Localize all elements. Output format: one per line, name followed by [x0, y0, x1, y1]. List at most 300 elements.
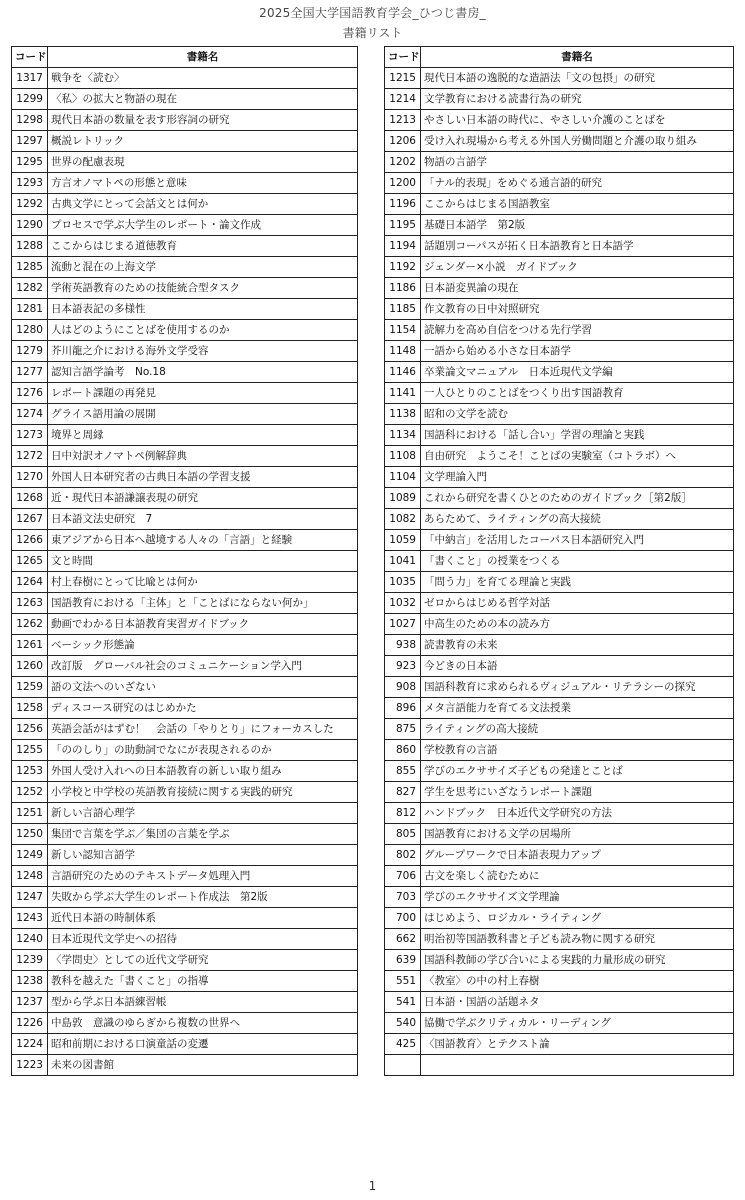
- table-row: [385, 929, 734, 950]
- table-row: [12, 404, 358, 425]
- book-title: 文学理論入門: [421, 467, 734, 488]
- book-code: 923: [385, 656, 421, 677]
- title-column-header: 書籍名: [421, 47, 734, 68]
- table-row: [12, 257, 358, 278]
- book-title: 東アジアから日本へ越境する人々の「言語」と経験: [48, 530, 358, 551]
- table-row: [12, 299, 358, 320]
- table-row: [385, 320, 734, 341]
- table-row: [12, 551, 358, 572]
- table-row: [12, 215, 358, 236]
- table-row: [385, 635, 734, 656]
- book-list-body-right: [385, 68, 734, 1076]
- book-code: 1186: [385, 278, 421, 299]
- book-title: 芥川龍之介における海外文学受容: [48, 341, 358, 362]
- book-code: 1247: [12, 887, 48, 908]
- table-row: [385, 761, 734, 782]
- table-row: [385, 488, 734, 509]
- book-title: 文学教育における読書行為の研究: [421, 89, 734, 110]
- table-row: [12, 908, 358, 929]
- book-title: 日本語表記の多様性: [48, 299, 358, 320]
- book-title: 概説レトリック: [48, 131, 358, 152]
- book-title: はじめよう、ロジカル・ライティング: [421, 908, 734, 929]
- book-title: やさしい日本語の時代に、やさしい介護のことばを: [421, 110, 734, 131]
- book-code: 875: [385, 719, 421, 740]
- table-row: [385, 89, 734, 110]
- table-row: [12, 656, 358, 677]
- book-title: 村上春樹にとって比喩とは何か: [48, 572, 358, 593]
- book-code: 1035: [385, 572, 421, 593]
- book-title: ここからはじまる国語教室: [421, 194, 734, 215]
- table-row: [12, 635, 358, 656]
- table-row: [385, 698, 734, 719]
- book-code: 1267: [12, 509, 48, 530]
- book-title: 今どきの日本語: [421, 656, 734, 677]
- book-title: 古典文学にとって会話文とは何か: [48, 194, 358, 215]
- book-title: ディスコース研究のはじめかた: [48, 698, 358, 719]
- table-row: [12, 824, 358, 845]
- book-title: 改訂版 グローバル社会のコミュニケーション学入門: [48, 656, 358, 677]
- table-row: [385, 509, 734, 530]
- table-row: [385, 740, 734, 761]
- book-code: 1299: [12, 89, 48, 110]
- table-row: [12, 509, 358, 530]
- book-code: 1027: [385, 614, 421, 635]
- book-code: 1264: [12, 572, 48, 593]
- book-code: 1224: [12, 1034, 48, 1055]
- book-code: 1288: [12, 236, 48, 257]
- table-row: [12, 488, 358, 509]
- book-code: 700: [385, 908, 421, 929]
- book-code: 1240: [12, 929, 48, 950]
- book-code: 1215: [385, 68, 421, 89]
- book-title: ゼロからはじめる哲学対話: [421, 593, 734, 614]
- table-row: [385, 908, 734, 929]
- book-title: 昭和前期における口演童話の変遷: [48, 1034, 358, 1055]
- book-code: 1274: [12, 404, 48, 425]
- book-code: 1237: [12, 992, 48, 1013]
- table-row: [12, 803, 358, 824]
- title-column-header: 書籍名: [48, 47, 358, 68]
- book-code: 662: [385, 929, 421, 950]
- table-row: [12, 761, 358, 782]
- book-code: 1293: [12, 173, 48, 194]
- book-title: 小学校と中学校の英語教育接続に関する実践的研究: [48, 782, 358, 803]
- book-code: 706: [385, 866, 421, 887]
- book-title: ライティングの高大接続: [421, 719, 734, 740]
- book-code: 1032: [385, 593, 421, 614]
- book-title: 現代日本語の数量を表す形容詞の研究: [48, 110, 358, 131]
- book-code: 1281: [12, 299, 48, 320]
- book-title: 外国人受け入れへの日本語教育の新しい取り組み: [48, 761, 358, 782]
- table-row: [385, 446, 734, 467]
- book-title: 文と時間: [48, 551, 358, 572]
- table-row: [385, 530, 734, 551]
- book-code: 1223: [12, 1055, 48, 1076]
- table-row: [12, 971, 358, 992]
- book-title: ここからはじまる道徳教育: [48, 236, 358, 257]
- book-code: 1272: [12, 446, 48, 467]
- book-code: 1192: [385, 257, 421, 278]
- book-code: 1262: [12, 614, 48, 635]
- book-title: メタ言語能力を育てる文法授業: [421, 698, 734, 719]
- book-title: 古文を楽しく読むために: [421, 866, 734, 887]
- book-code: 827: [385, 782, 421, 803]
- table-row: [12, 320, 358, 341]
- book-title: 作文教育の日中対照研究: [421, 299, 734, 320]
- book-title: 型から学ぶ日本語練習帳: [48, 992, 358, 1013]
- book-code: 1273: [12, 425, 48, 446]
- table-row: [12, 194, 358, 215]
- table-row: [12, 89, 358, 110]
- book-code: 1297: [12, 131, 48, 152]
- book-code: 1317: [12, 68, 48, 89]
- table-row: [385, 950, 734, 971]
- book-title: 中高生のための本の読み方: [421, 614, 734, 635]
- table-row: [12, 992, 358, 1013]
- book-title: 「ナル的表現」をめぐる通言語的研究: [421, 173, 734, 194]
- table-row: [385, 803, 734, 824]
- book-title: レポート課題の再発見: [48, 383, 358, 404]
- table-row: [385, 677, 734, 698]
- book-title: 話題別コーパスが拓く日本語教育と日本語学: [421, 236, 734, 257]
- table-row: [385, 110, 734, 131]
- book-code: 1277: [12, 362, 48, 383]
- book-title: 国語教育における「主体」と「ことばにならない何か」: [48, 593, 358, 614]
- book-code: 855: [385, 761, 421, 782]
- book-code: 1134: [385, 425, 421, 446]
- book-code: 1280: [12, 320, 48, 341]
- table-row: [385, 551, 734, 572]
- book-list-table-left: [11, 46, 358, 1076]
- table-row: [385, 299, 734, 320]
- table-row: [385, 425, 734, 446]
- book-code: 703: [385, 887, 421, 908]
- book-code: 1252: [12, 782, 48, 803]
- book-code: 805: [385, 824, 421, 845]
- book-title: 読書教育の未来: [421, 635, 734, 656]
- book-code: 1295: [12, 152, 48, 173]
- document-subtitle: 書籍リスト: [342, 26, 403, 40]
- table-row: [12, 362, 358, 383]
- table-row: [385, 467, 734, 488]
- book-title: 新しい言語心理学: [48, 803, 358, 824]
- book-title: 一人ひとりのことばをつくり出す国語教育: [421, 383, 734, 404]
- document-title: 2025全国大学国語教育学会_ひつじ書房_: [259, 6, 486, 20]
- book-title: 国語教育における文学の居場所: [421, 824, 734, 845]
- table-row: [385, 1034, 734, 1055]
- book-code: 1141: [385, 383, 421, 404]
- book-title: 受け入れ現場から考える外国人労働問題と介護の取り組み: [421, 131, 734, 152]
- table-row: [385, 173, 734, 194]
- book-list-table-right: [384, 46, 734, 1076]
- table-row: [12, 530, 358, 551]
- book-title: 「問う力」を育てる理論と実践: [421, 572, 734, 593]
- table-row: [12, 383, 358, 404]
- table-row: [385, 572, 734, 593]
- book-title: ハンドブック 日本近代文学研究の方法: [421, 803, 734, 824]
- book-title: 近代日本語の時制体系: [48, 908, 358, 929]
- book-code: 1263: [12, 593, 48, 614]
- book-code: 860: [385, 740, 421, 761]
- table-row: [12, 278, 358, 299]
- book-title: 〈私〉の拡大と物語の現在: [48, 89, 358, 110]
- book-title: 人はどのようにことばを使用するのか: [48, 320, 358, 341]
- table-row: [12, 68, 358, 89]
- book-code: 1239: [12, 950, 48, 971]
- table-row: [385, 656, 734, 677]
- book-title: 〈教室〉の中の村上春樹: [421, 971, 734, 992]
- book-title: ベーシック形態論: [48, 635, 358, 656]
- book-code: 1248: [12, 866, 48, 887]
- book-code: 1290: [12, 215, 48, 236]
- book-title: 言語研究のためのテキストデータ処理入門: [48, 866, 358, 887]
- book-code: 1041: [385, 551, 421, 572]
- code-column-header: コード: [12, 47, 48, 68]
- table-row: [12, 425, 358, 446]
- book-title: 学びのエクササイズ文学理論: [421, 887, 734, 908]
- book-code: 1261: [12, 635, 48, 656]
- table-row: [385, 992, 734, 1013]
- table-row: [385, 236, 734, 257]
- page-number: 1: [368, 1179, 377, 1193]
- table-row: [385, 782, 734, 803]
- table-row: [12, 152, 358, 173]
- table-row: [385, 719, 734, 740]
- table-row: [385, 614, 734, 635]
- table-row: [12, 572, 358, 593]
- book-title: 日本近現代文学史への招待: [48, 929, 358, 950]
- book-title: 明治初等国語教科書と子ども読み物に関する研究: [421, 929, 734, 950]
- book-title: 一語から始める小さな日本語学: [421, 341, 734, 362]
- table-header-row: [12, 47, 358, 68]
- book-code: 1104: [385, 467, 421, 488]
- book-title: 動画でわかる日本語教育実習ガイドブック: [48, 614, 358, 635]
- book-title: ジェンダー×小説 ガイドブック: [421, 257, 734, 278]
- table-row: [12, 887, 358, 908]
- book-code: 1214: [385, 89, 421, 110]
- table-row: [385, 341, 734, 362]
- book-title: 国語科における「話し合い」学習の理論と実践: [421, 425, 734, 446]
- book-title: 国語科教育に求められるヴィジュアル・リテラシーの探究: [421, 677, 734, 698]
- book-code: 1279: [12, 341, 48, 362]
- book-title: 「ののしり」の助動詞でなにが表現されるのか: [48, 740, 358, 761]
- table-row: [12, 866, 358, 887]
- book-code: 802: [385, 845, 421, 866]
- book-code: 1270: [12, 467, 48, 488]
- book-title: 日本語変異論の現在: [421, 278, 734, 299]
- book-code: 1108: [385, 446, 421, 467]
- book-title: 学術英語教育のための技能統合型タスク: [48, 278, 358, 299]
- book-code: 540: [385, 1013, 421, 1034]
- table-row: [385, 383, 734, 404]
- book-title: 世界の配慮表現: [48, 152, 358, 173]
- book-title: 集団で言葉を学ぶ／集団の言葉を学ぶ: [48, 824, 358, 845]
- book-code: 1249: [12, 845, 48, 866]
- book-code: 1082: [385, 509, 421, 530]
- book-title: 学生を思考にいざなうレポート課題: [421, 782, 734, 803]
- book-title: 日中対訳オノマトペ例解辞典: [48, 446, 358, 467]
- book-list-body-left: [12, 68, 358, 1076]
- table-row: [12, 929, 358, 950]
- table-row: [12, 782, 358, 803]
- book-title: 近・現代日本語謙譲表現の研究: [48, 488, 358, 509]
- book-code: 541: [385, 992, 421, 1013]
- book-title: プロセスで学ぶ大学生のレポート・論文作成: [48, 215, 358, 236]
- book-title: グライス語用論の展開: [48, 404, 358, 425]
- book-title: 自由研究 ようこそ！ことばの実験室（コトラボ）へ: [421, 446, 734, 467]
- book-code: 1285: [12, 257, 48, 278]
- book-title: 中島敦 意識のゆらぎから複数の世界へ: [48, 1013, 358, 1034]
- book-title: 国語科教師の学び合いによる実践的力量形成の研究: [421, 950, 734, 971]
- book-code: 1250: [12, 824, 48, 845]
- book-code: 1200: [385, 173, 421, 194]
- table-row: [12, 677, 358, 698]
- book-title: 日本語・国語の話題ネタ: [421, 992, 734, 1013]
- table-row: [12, 614, 358, 635]
- book-code: 896: [385, 698, 421, 719]
- table-row: [12, 173, 358, 194]
- table-row: [385, 1055, 734, 1076]
- table-row: [12, 1055, 358, 1076]
- book-code: 425: [385, 1034, 421, 1055]
- table-row: [385, 215, 734, 236]
- book-code: 1266: [12, 530, 48, 551]
- table-row: [385, 131, 734, 152]
- book-code: 551: [385, 971, 421, 992]
- book-code: 1226: [12, 1013, 48, 1034]
- book-code: 1194: [385, 236, 421, 257]
- book-code: 1292: [12, 194, 48, 215]
- book-title: 英語会話がはずむ！ 会話の「やりとり」にフォーカスした: [48, 719, 358, 740]
- table-row: [385, 824, 734, 845]
- book-title: 外国人日本研究者の古典日本語の学習支援: [48, 467, 358, 488]
- table-row: [385, 887, 734, 908]
- book-title: 戦争を〈読む〉: [48, 68, 358, 89]
- table-row: [385, 257, 734, 278]
- book-title: 未来の図書館: [48, 1055, 358, 1076]
- book-code: 1089: [385, 488, 421, 509]
- table-row: [385, 971, 734, 992]
- table-row: [385, 593, 734, 614]
- book-title: あらためて、ライティングの高大接続: [421, 509, 734, 530]
- book-title: 境界と周縁: [48, 425, 358, 446]
- book-title: 方言オノマトペの形態と意味: [48, 173, 358, 194]
- book-code: [385, 1055, 421, 1076]
- book-code: 1138: [385, 404, 421, 425]
- table-row: [12, 341, 358, 362]
- table-row: [385, 1013, 734, 1034]
- table-row: [385, 362, 734, 383]
- table-row: [12, 131, 358, 152]
- book-code: 1059: [385, 530, 421, 551]
- book-title: これから研究を書くひとのためのガイドブック［第2版］: [421, 488, 734, 509]
- book-code: 1282: [12, 278, 48, 299]
- book-title: 〈国語教育〉とテクスト論: [421, 1034, 734, 1055]
- table-row: [12, 110, 358, 131]
- book-code: 1298: [12, 110, 48, 131]
- book-title: 新しい認知言語学: [48, 845, 358, 866]
- book-title: 〈学問史〉としての近代文学研究: [48, 950, 358, 971]
- book-title: 流動と混在の上海文学: [48, 257, 358, 278]
- table-row: [12, 719, 358, 740]
- book-title: 物語の言語学: [421, 152, 734, 173]
- code-column-header: コード: [385, 47, 421, 68]
- book-title: 学校教育の言語: [421, 740, 734, 761]
- book-title: 協働で学ぶクリティカル・リーディング: [421, 1013, 734, 1034]
- book-code: 1256: [12, 719, 48, 740]
- book-title: 読解力を高め自信をつける先行学習: [421, 320, 734, 341]
- book-code: 1258: [12, 698, 48, 719]
- book-code: 812: [385, 803, 421, 824]
- table-row: [12, 950, 358, 971]
- book-title: 卒業論文マニュアル 日本近現代文学編: [421, 362, 734, 383]
- book-code: 1196: [385, 194, 421, 215]
- book-title: 学びのエクササイズ子どもの発達とことば: [421, 761, 734, 782]
- table-row: [385, 278, 734, 299]
- book-code: 639: [385, 950, 421, 971]
- table-row: [12, 845, 358, 866]
- book-code: 1268: [12, 488, 48, 509]
- book-code: 1251: [12, 803, 48, 824]
- table-row: [12, 236, 358, 257]
- book-code: 1276: [12, 383, 48, 404]
- book-title: 認知言語学論考 No.18: [48, 362, 358, 383]
- book-title: 昭和の文学を読む: [421, 404, 734, 425]
- book-code: 1206: [385, 131, 421, 152]
- book-code: 1259: [12, 677, 48, 698]
- table-row: [385, 404, 734, 425]
- book-code: 1213: [385, 110, 421, 131]
- book-code: 908: [385, 677, 421, 698]
- table-row: [12, 1013, 358, 1034]
- table-row: [385, 152, 734, 173]
- book-title: 日本語文法史研究 7: [48, 509, 358, 530]
- book-code: 1238: [12, 971, 48, 992]
- table-row: [385, 194, 734, 215]
- book-code: 1154: [385, 320, 421, 341]
- book-code: 1265: [12, 551, 48, 572]
- book-code: 1255: [12, 740, 48, 761]
- table-row: [12, 740, 358, 761]
- book-code: 1146: [385, 362, 421, 383]
- book-title: 教科を越えた「書くこと」の指導: [48, 971, 358, 992]
- book-code: 1243: [12, 908, 48, 929]
- book-title: グループワークで日本語表現力アップ: [421, 845, 734, 866]
- book-title: 語の文法へのいざない: [48, 677, 358, 698]
- table-header-row: [385, 47, 734, 68]
- book-title: 「書くこと」の授業をつくる: [421, 551, 734, 572]
- book-code: 1202: [385, 152, 421, 173]
- book-code: 1253: [12, 761, 48, 782]
- table-row: [12, 593, 358, 614]
- book-title: 基礎日本語学 第2版: [421, 215, 734, 236]
- table-row: [12, 1034, 358, 1055]
- book-code: 1185: [385, 299, 421, 320]
- book-title: 「中納言」を活用したコーパス日本語研究入門: [421, 530, 734, 551]
- table-row: [12, 446, 358, 467]
- table-row: [12, 467, 358, 488]
- table-row: [385, 845, 734, 866]
- book-title: [421, 1055, 734, 1076]
- book-code: 938: [385, 635, 421, 656]
- book-code: 1195: [385, 215, 421, 236]
- book-title: 現代日本語の逸脱的な造語法「文の包摂」の研究: [421, 68, 734, 89]
- book-code: 1260: [12, 656, 48, 677]
- table-row: [12, 698, 358, 719]
- book-code: 1148: [385, 341, 421, 362]
- table-row: [385, 68, 734, 89]
- table-row: [385, 866, 734, 887]
